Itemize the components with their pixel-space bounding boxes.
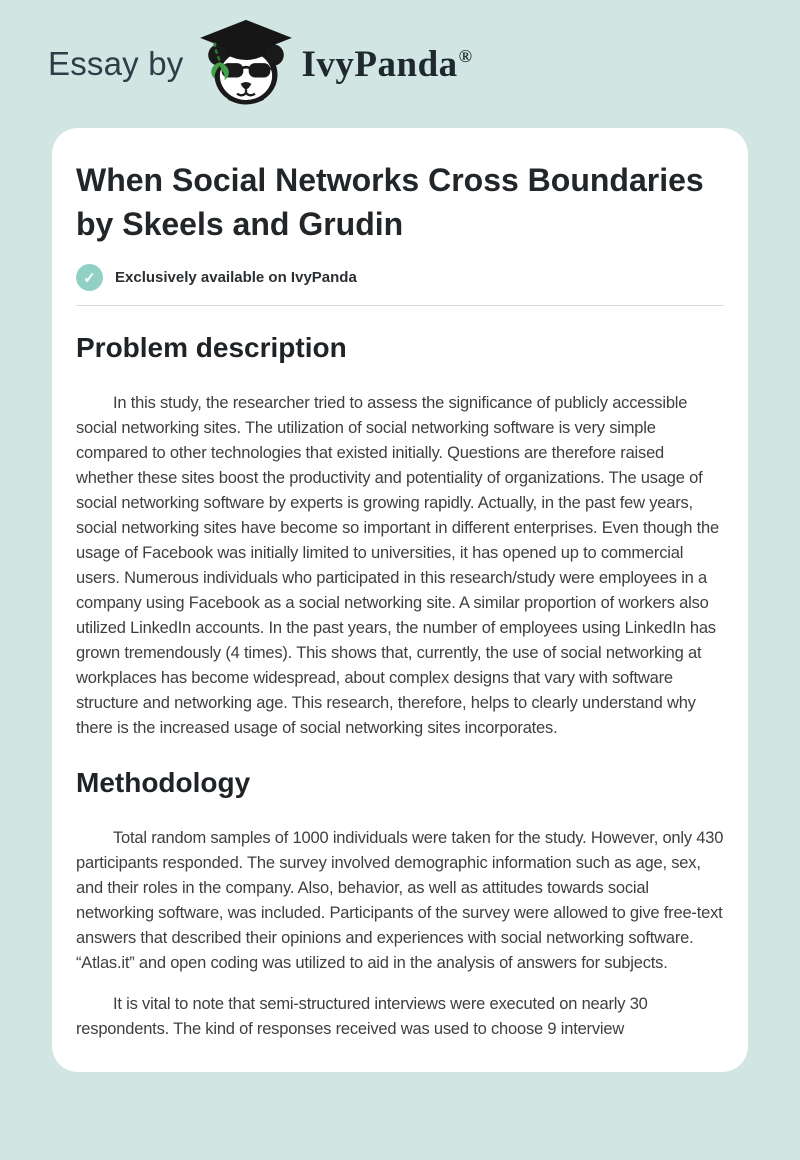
section-methodology <box>76 766 724 1042</box>
brand-name: IvyPanda® <box>301 43 473 85</box>
registered-mark: ® <box>458 45 473 66</box>
paragraph: In this study, the researcher tried to assess the significance of publicly accessible social networking sites. The utilization of social networking software is very simple compared to other technologies that existed initially. Questions are therefore raised whether these sites boost the productivity and potentiality of organizations. The usage of social networking software by experts is growing rapidly. Actually, in the past few years, social networking sites have become so important in different enterprises. Even though the usage of Facebook was initially limited to universities, it has opened up to commercial users. Numerous individuals who participated in this research/study were employees in a company using Facebook as a social networking site. A similar proportion of workers also utilized LinkedIn accounts. In the past years, the number of employees using LinkedIn has grown tremendously (4 times). This shows that, currently, the use of social networking at workplaces has become widespread, about complex designs that vary with software structure and networking age. This research, therefore, helps to clearly understand why there is the increased usage of social networking sites incorporates. <box>76 394 719 737</box>
site-header <box>0 0 800 128</box>
availability-label: Exclusively available on IvyPanda <box>115 269 357 286</box>
essay-by-label: Essay by <box>48 45 184 82</box>
page-title: When Social Networks Cross Boundaries by Skeels and Grudin <box>76 162 704 242</box>
ivypanda-panda-icon <box>196 19 296 109</box>
paragraph: It is vital to note that semi-structured interviews were executed on nearly 30 respondents. The kind of responses received was used to choose 9 interview <box>76 995 648 1038</box>
essay-card <box>52 128 748 1072</box>
divider <box>76 305 724 306</box>
check-circle-icon: ✓ <box>76 264 103 291</box>
paragraph: Total random samples of 1000 individuals were taken for the study. However, only 430 participants responded. The survey involved demographic information such as age, sex, and their roles in the company. Also, behavior, as well as attitudes towards social networking software, was included. Participants of the survey were allowed to give free-text answers that described their opinions and experiences with social networking software. “Atlas.it” and open coding was utilized to aid in the analysis of answers for subjects. <box>76 829 724 972</box>
section-heading: Methodology <box>76 767 251 798</box>
section-problem-description <box>76 331 724 741</box>
ivypanda-logo-link[interactable] <box>196 19 473 109</box>
availability-row <box>76 264 724 291</box>
section-heading: Problem description <box>76 332 347 363</box>
